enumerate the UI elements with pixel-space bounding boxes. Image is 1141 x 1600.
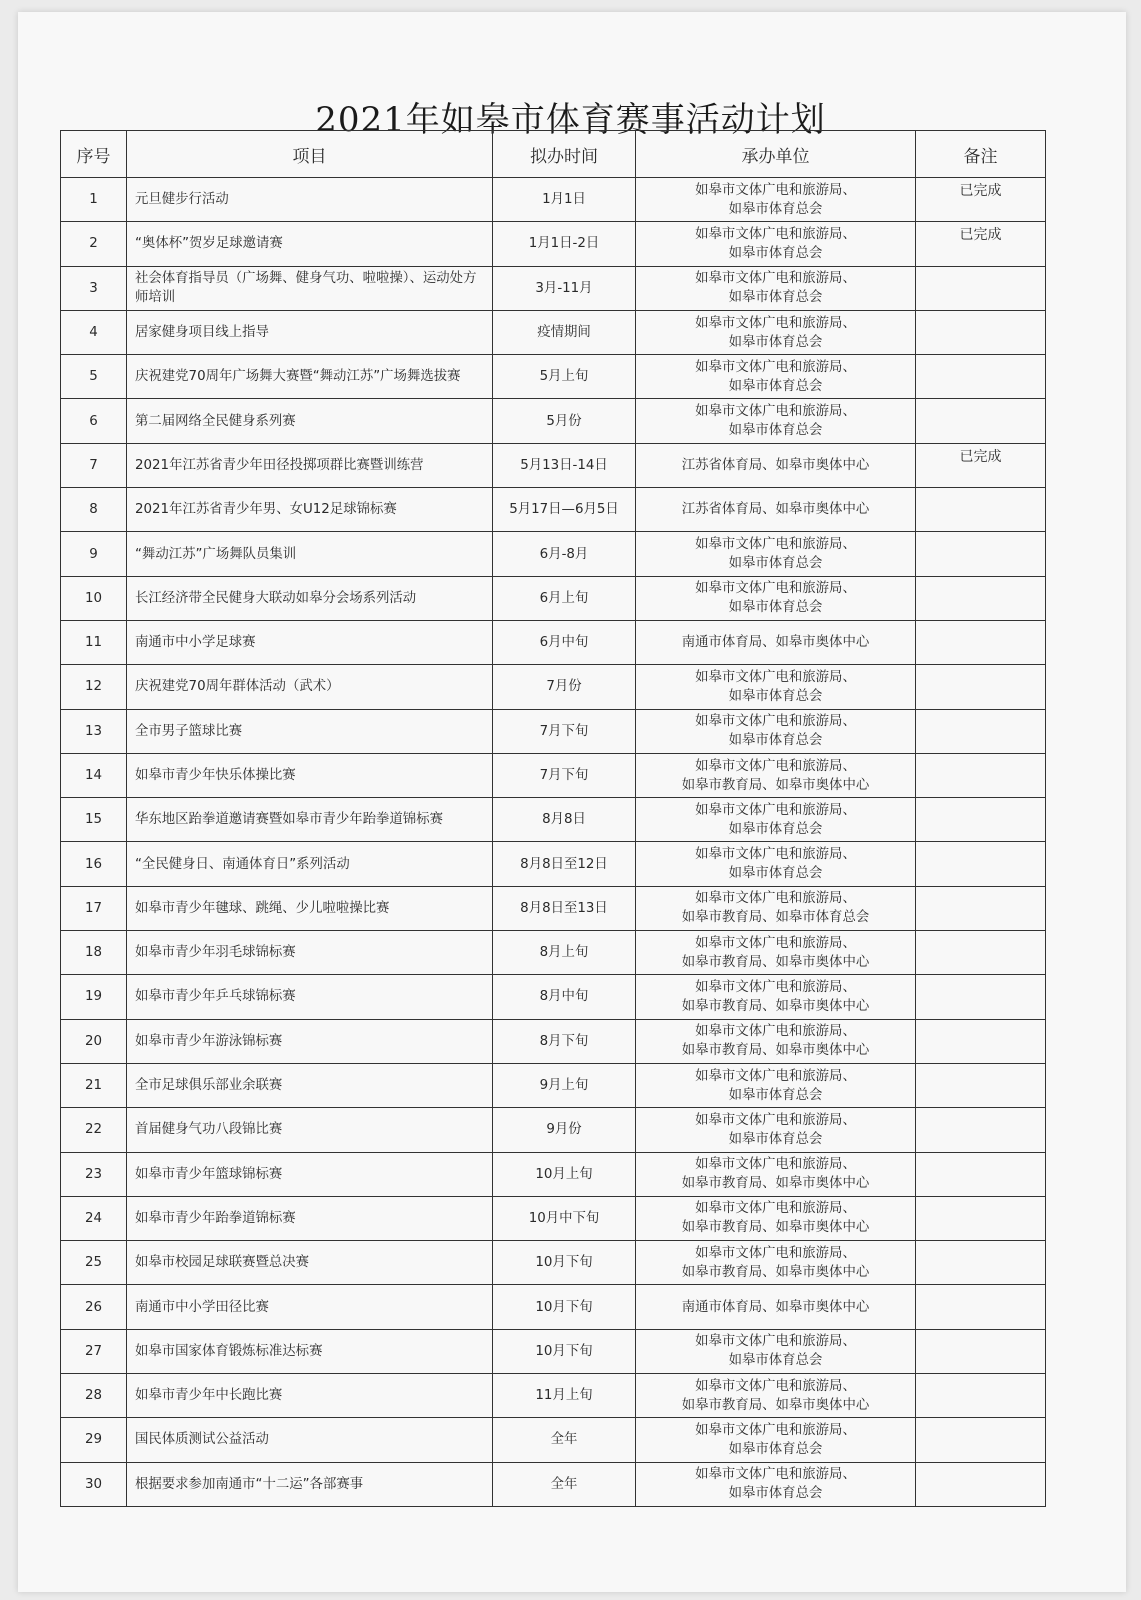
row-note xyxy=(916,1374,1046,1418)
table-row xyxy=(61,1196,1046,1240)
row-note xyxy=(916,1152,1046,1196)
row-project: 社会体育指导员（广场舞、健身气功、啦啦操）、运动处方师培训 xyxy=(127,266,493,310)
row-time: 10月下旬 xyxy=(493,1285,636,1329)
row-organizer: 如皋市文体广电和旅游局、 如皋市体育总会 xyxy=(636,355,916,399)
table-row xyxy=(61,620,1046,664)
row-organizer: 如皋市文体广电和旅游局、 如皋市教育局、如皋市奥体中心 xyxy=(636,1196,916,1240)
row-organizer: 如皋市文体广电和旅游局、 如皋市体育总会 xyxy=(636,222,916,266)
row-organizer: 如皋市文体广电和旅游局、 如皋市体育总会 xyxy=(636,1329,916,1373)
header-organizer: 承办单位 xyxy=(636,131,916,178)
row-note xyxy=(916,931,1046,975)
row-organizer: 如皋市文体广电和旅游局、 如皋市体育总会 xyxy=(636,1063,916,1107)
row-time: 5月17日—6月5日 xyxy=(493,488,636,532)
row-organizer: 如皋市文体广电和旅游局、 如皋市教育局、如皋市奥体中心 xyxy=(636,1152,916,1196)
row-project: 第二届网络全民健身系列赛 xyxy=(127,399,493,443)
row-time: 1月1日-2日 xyxy=(493,222,636,266)
table-row xyxy=(61,488,1046,532)
row-project: 南通市中小学足球赛 xyxy=(127,620,493,664)
row-index: 29 xyxy=(61,1418,127,1462)
row-project: 2021年江苏省青少年男、女U12足球锦标赛 xyxy=(127,488,493,532)
row-note xyxy=(916,1462,1046,1506)
row-project: 如皋市校园足球联赛暨总决赛 xyxy=(127,1241,493,1285)
row-note: 已完成 xyxy=(916,443,1046,487)
row-index: 19 xyxy=(61,975,127,1019)
row-organizer: 如皋市文体广电和旅游局、 如皋市教育局、如皋市奥体中心 xyxy=(636,1241,916,1285)
row-project: “舞动江苏”广场舞队员集训 xyxy=(127,532,493,576)
row-organizer: 如皋市文体广电和旅游局、 如皋市体育总会 xyxy=(636,310,916,354)
row-time: 8月中旬 xyxy=(493,975,636,1019)
row-note xyxy=(916,1285,1046,1329)
table-row xyxy=(61,310,1046,354)
table-row xyxy=(61,753,1046,797)
row-organizer: 如皋市文体广电和旅游局、 如皋市教育局、如皋市奥体中心 xyxy=(636,1374,916,1418)
row-index: 23 xyxy=(61,1152,127,1196)
page-title: 2021年如皋市体育赛事活动计划 xyxy=(315,100,826,140)
row-organizer: 南通市体育局、如皋市奥体中心 xyxy=(636,1285,916,1329)
table-row xyxy=(61,399,1046,443)
row-time: 7月下旬 xyxy=(493,709,636,753)
row-time: 3月-11月 xyxy=(493,266,636,310)
row-organizer: 如皋市文体广电和旅游局、 如皋市体育总会 xyxy=(636,1108,916,1152)
row-organizer: 南通市体育局、如皋市奥体中心 xyxy=(636,620,916,664)
row-project: 首届健身气功八段锦比赛 xyxy=(127,1108,493,1152)
row-organizer: 如皋市文体广电和旅游局、 如皋市教育局、如皋市奥体中心 xyxy=(636,975,916,1019)
row-index: 7 xyxy=(61,443,127,487)
row-organizer: 如皋市文体广电和旅游局、 如皋市体育总会 xyxy=(636,1462,916,1506)
table-row xyxy=(61,355,1046,399)
row-index: 16 xyxy=(61,842,127,886)
table-row xyxy=(61,1019,1046,1063)
table-row xyxy=(61,842,1046,886)
row-project: 南通市中小学田径比赛 xyxy=(127,1285,493,1329)
row-organizer: 如皋市文体广电和旅游局、 如皋市体育总会 xyxy=(636,532,916,576)
row-project: 居家健身项目线上指导 xyxy=(127,310,493,354)
row-time: 9月份 xyxy=(493,1108,636,1152)
row-project: 如皋市国家体育锻炼标准达标赛 xyxy=(127,1329,493,1373)
row-organizer: 如皋市文体广电和旅游局、 如皋市教育局、如皋市奥体中心 xyxy=(636,753,916,797)
row-time: 6月中旬 xyxy=(493,620,636,664)
row-time: 10月下旬 xyxy=(493,1329,636,1373)
row-project: 2021年江苏省青少年田径投掷项群比赛暨训练营 xyxy=(127,443,493,487)
row-time: 8月下旬 xyxy=(493,1019,636,1063)
row-organizer: 江苏省体育局、如皋市奥体中心 xyxy=(636,443,916,487)
row-project: 庆祝建党70周年广场舞大赛暨“舞动江苏”广场舞选拔赛 xyxy=(127,355,493,399)
row-index: 22 xyxy=(61,1108,127,1152)
row-time: 6月上旬 xyxy=(493,576,636,620)
row-time: 8月8日至13日 xyxy=(493,886,636,930)
row-time: 10月中下旬 xyxy=(493,1196,636,1240)
table-row xyxy=(61,178,1046,222)
table-row xyxy=(61,576,1046,620)
table-row xyxy=(61,709,1046,753)
row-time: 5月份 xyxy=(493,399,636,443)
row-project: 如皋市青少年游泳锦标赛 xyxy=(127,1019,493,1063)
row-index: 26 xyxy=(61,1285,127,1329)
table-row xyxy=(61,443,1046,487)
row-organizer: 如皋市文体广电和旅游局、 如皋市体育总会 xyxy=(636,798,916,842)
table-row xyxy=(61,665,1046,709)
row-note xyxy=(916,399,1046,443)
row-organizer: 如皋市文体广电和旅游局、 如皋市体育总会 xyxy=(636,576,916,620)
row-index: 12 xyxy=(61,665,127,709)
row-project: 如皋市青少年中长跑比赛 xyxy=(127,1374,493,1418)
row-index: 27 xyxy=(61,1329,127,1373)
header-note: 备注 xyxy=(916,131,1046,178)
schedule-table xyxy=(60,130,1046,1507)
row-time: 5月13日-14日 xyxy=(493,443,636,487)
row-index: 18 xyxy=(61,931,127,975)
row-time: 7月下旬 xyxy=(493,753,636,797)
row-time: 10月上旬 xyxy=(493,1152,636,1196)
row-project: 如皋市青少年毽球、跳绳、少儿啦啦操比赛 xyxy=(127,886,493,930)
row-index: 24 xyxy=(61,1196,127,1240)
table-row xyxy=(61,266,1046,310)
row-time: 7月份 xyxy=(493,665,636,709)
table-row xyxy=(61,1418,1046,1462)
header-time: 拟办时间 xyxy=(493,131,636,178)
row-note xyxy=(916,576,1046,620)
table-row xyxy=(61,975,1046,1019)
row-project: 如皋市青少年羽毛球锦标赛 xyxy=(127,931,493,975)
row-organizer: 如皋市文体广电和旅游局、 如皋市体育总会 xyxy=(636,709,916,753)
row-index: 5 xyxy=(61,355,127,399)
table-row xyxy=(61,1462,1046,1506)
row-project: 庆祝建党70周年群体活动（武术） xyxy=(127,665,493,709)
row-note: 已完成 xyxy=(916,222,1046,266)
row-project: “奥体杯”贺岁足球邀请赛 xyxy=(127,222,493,266)
table-row xyxy=(61,532,1046,576)
row-index: 13 xyxy=(61,709,127,753)
row-note xyxy=(916,1329,1046,1373)
row-time: 11月上旬 xyxy=(493,1374,636,1418)
row-note xyxy=(916,266,1046,310)
row-organizer: 如皋市文体广电和旅游局、 如皋市教育局、如皋市奥体中心 xyxy=(636,931,916,975)
row-index: 11 xyxy=(61,620,127,664)
row-index: 1 xyxy=(61,178,127,222)
table-header-row xyxy=(61,131,1046,178)
table-row xyxy=(61,1108,1046,1152)
row-note xyxy=(916,1196,1046,1240)
table-row xyxy=(61,1374,1046,1418)
row-note xyxy=(916,798,1046,842)
row-note xyxy=(916,620,1046,664)
row-organizer: 如皋市文体广电和旅游局、 如皋市体育总会 xyxy=(636,842,916,886)
row-note xyxy=(916,1418,1046,1462)
table-row xyxy=(61,1329,1046,1373)
row-note xyxy=(916,1063,1046,1107)
row-note xyxy=(916,753,1046,797)
table-row xyxy=(61,1241,1046,1285)
row-note xyxy=(916,886,1046,930)
row-note xyxy=(916,665,1046,709)
row-index: 21 xyxy=(61,1063,127,1107)
row-organizer: 如皋市文体广电和旅游局、 如皋市体育总会 xyxy=(636,1418,916,1462)
table-row xyxy=(61,886,1046,930)
row-index: 20 xyxy=(61,1019,127,1063)
row-project: 根据要求参加南通市“十二运”各部赛事 xyxy=(127,1462,493,1506)
row-project: 如皋市青少年快乐体操比赛 xyxy=(127,753,493,797)
row-project: 如皋市青少年跆拳道锦标赛 xyxy=(127,1196,493,1240)
row-note xyxy=(916,532,1046,576)
row-note xyxy=(916,310,1046,354)
row-index: 10 xyxy=(61,576,127,620)
row-project: 元旦健步行活动 xyxy=(127,178,493,222)
row-organizer: 如皋市文体广电和旅游局、 如皋市教育局、如皋市奥体中心 xyxy=(636,1019,916,1063)
table-row xyxy=(61,798,1046,842)
row-index: 17 xyxy=(61,886,127,930)
row-note xyxy=(916,842,1046,886)
row-organizer: 如皋市文体广电和旅游局、 如皋市教育局、如皋市体育总会 xyxy=(636,886,916,930)
row-note: 已完成 xyxy=(916,178,1046,222)
row-index: 30 xyxy=(61,1462,127,1506)
table-body xyxy=(61,178,1046,1507)
row-index: 2 xyxy=(61,222,127,266)
row-project: 如皋市青少年乒乓球锦标赛 xyxy=(127,975,493,1019)
row-time: 全年 xyxy=(493,1462,636,1506)
row-project: 全市男子篮球比赛 xyxy=(127,709,493,753)
row-note xyxy=(916,709,1046,753)
header-index: 序号 xyxy=(61,131,127,178)
row-index: 25 xyxy=(61,1241,127,1285)
row-note xyxy=(916,975,1046,1019)
row-project: 全市足球俱乐部业余联赛 xyxy=(127,1063,493,1107)
table-row xyxy=(61,222,1046,266)
row-time: 8月上旬 xyxy=(493,931,636,975)
row-note xyxy=(916,355,1046,399)
row-time: 10月下旬 xyxy=(493,1241,636,1285)
row-note xyxy=(916,488,1046,532)
row-organizer: 如皋市文体广电和旅游局、 如皋市体育总会 xyxy=(636,178,916,222)
row-index: 9 xyxy=(61,532,127,576)
row-note xyxy=(916,1108,1046,1152)
row-time: 5月上旬 xyxy=(493,355,636,399)
row-organizer: 如皋市文体广电和旅游局、 如皋市体育总会 xyxy=(636,399,916,443)
row-index: 3 xyxy=(61,266,127,310)
row-time: 1月1日 xyxy=(493,178,636,222)
row-index: 6 xyxy=(61,399,127,443)
row-project: 华东地区跆拳道邀请赛暨如皋市青少年跆拳道锦标赛 xyxy=(127,798,493,842)
row-organizer: 江苏省体育局、如皋市奥体中心 xyxy=(636,488,916,532)
row-index: 14 xyxy=(61,753,127,797)
row-time: 8月8日至12日 xyxy=(493,842,636,886)
row-index: 28 xyxy=(61,1374,127,1418)
row-organizer: 如皋市文体广电和旅游局、 如皋市体育总会 xyxy=(636,266,916,310)
row-project: 长江经济带全民健身大联动如皋分会场系列活动 xyxy=(127,576,493,620)
row-time: 6月-8月 xyxy=(493,532,636,576)
row-project: “全民健身日、南通体育日”系列活动 xyxy=(127,842,493,886)
row-project: 国民体质测试公益活动 xyxy=(127,1418,493,1462)
row-project: 如皋市青少年篮球锦标赛 xyxy=(127,1152,493,1196)
table-row xyxy=(61,1285,1046,1329)
row-organizer: 如皋市文体广电和旅游局、 如皋市体育总会 xyxy=(636,665,916,709)
table-row xyxy=(61,1063,1046,1107)
row-time: 疫情期间 xyxy=(493,310,636,354)
row-note xyxy=(916,1019,1046,1063)
row-index: 4 xyxy=(61,310,127,354)
row-time: 全年 xyxy=(493,1418,636,1462)
row-index: 15 xyxy=(61,798,127,842)
header-project: 项目 xyxy=(127,131,493,178)
row-time: 9月上旬 xyxy=(493,1063,636,1107)
table-row xyxy=(61,931,1046,975)
row-index: 8 xyxy=(61,488,127,532)
table-row xyxy=(61,1152,1046,1196)
row-time: 8月8日 xyxy=(493,798,636,842)
row-note xyxy=(916,1241,1046,1285)
